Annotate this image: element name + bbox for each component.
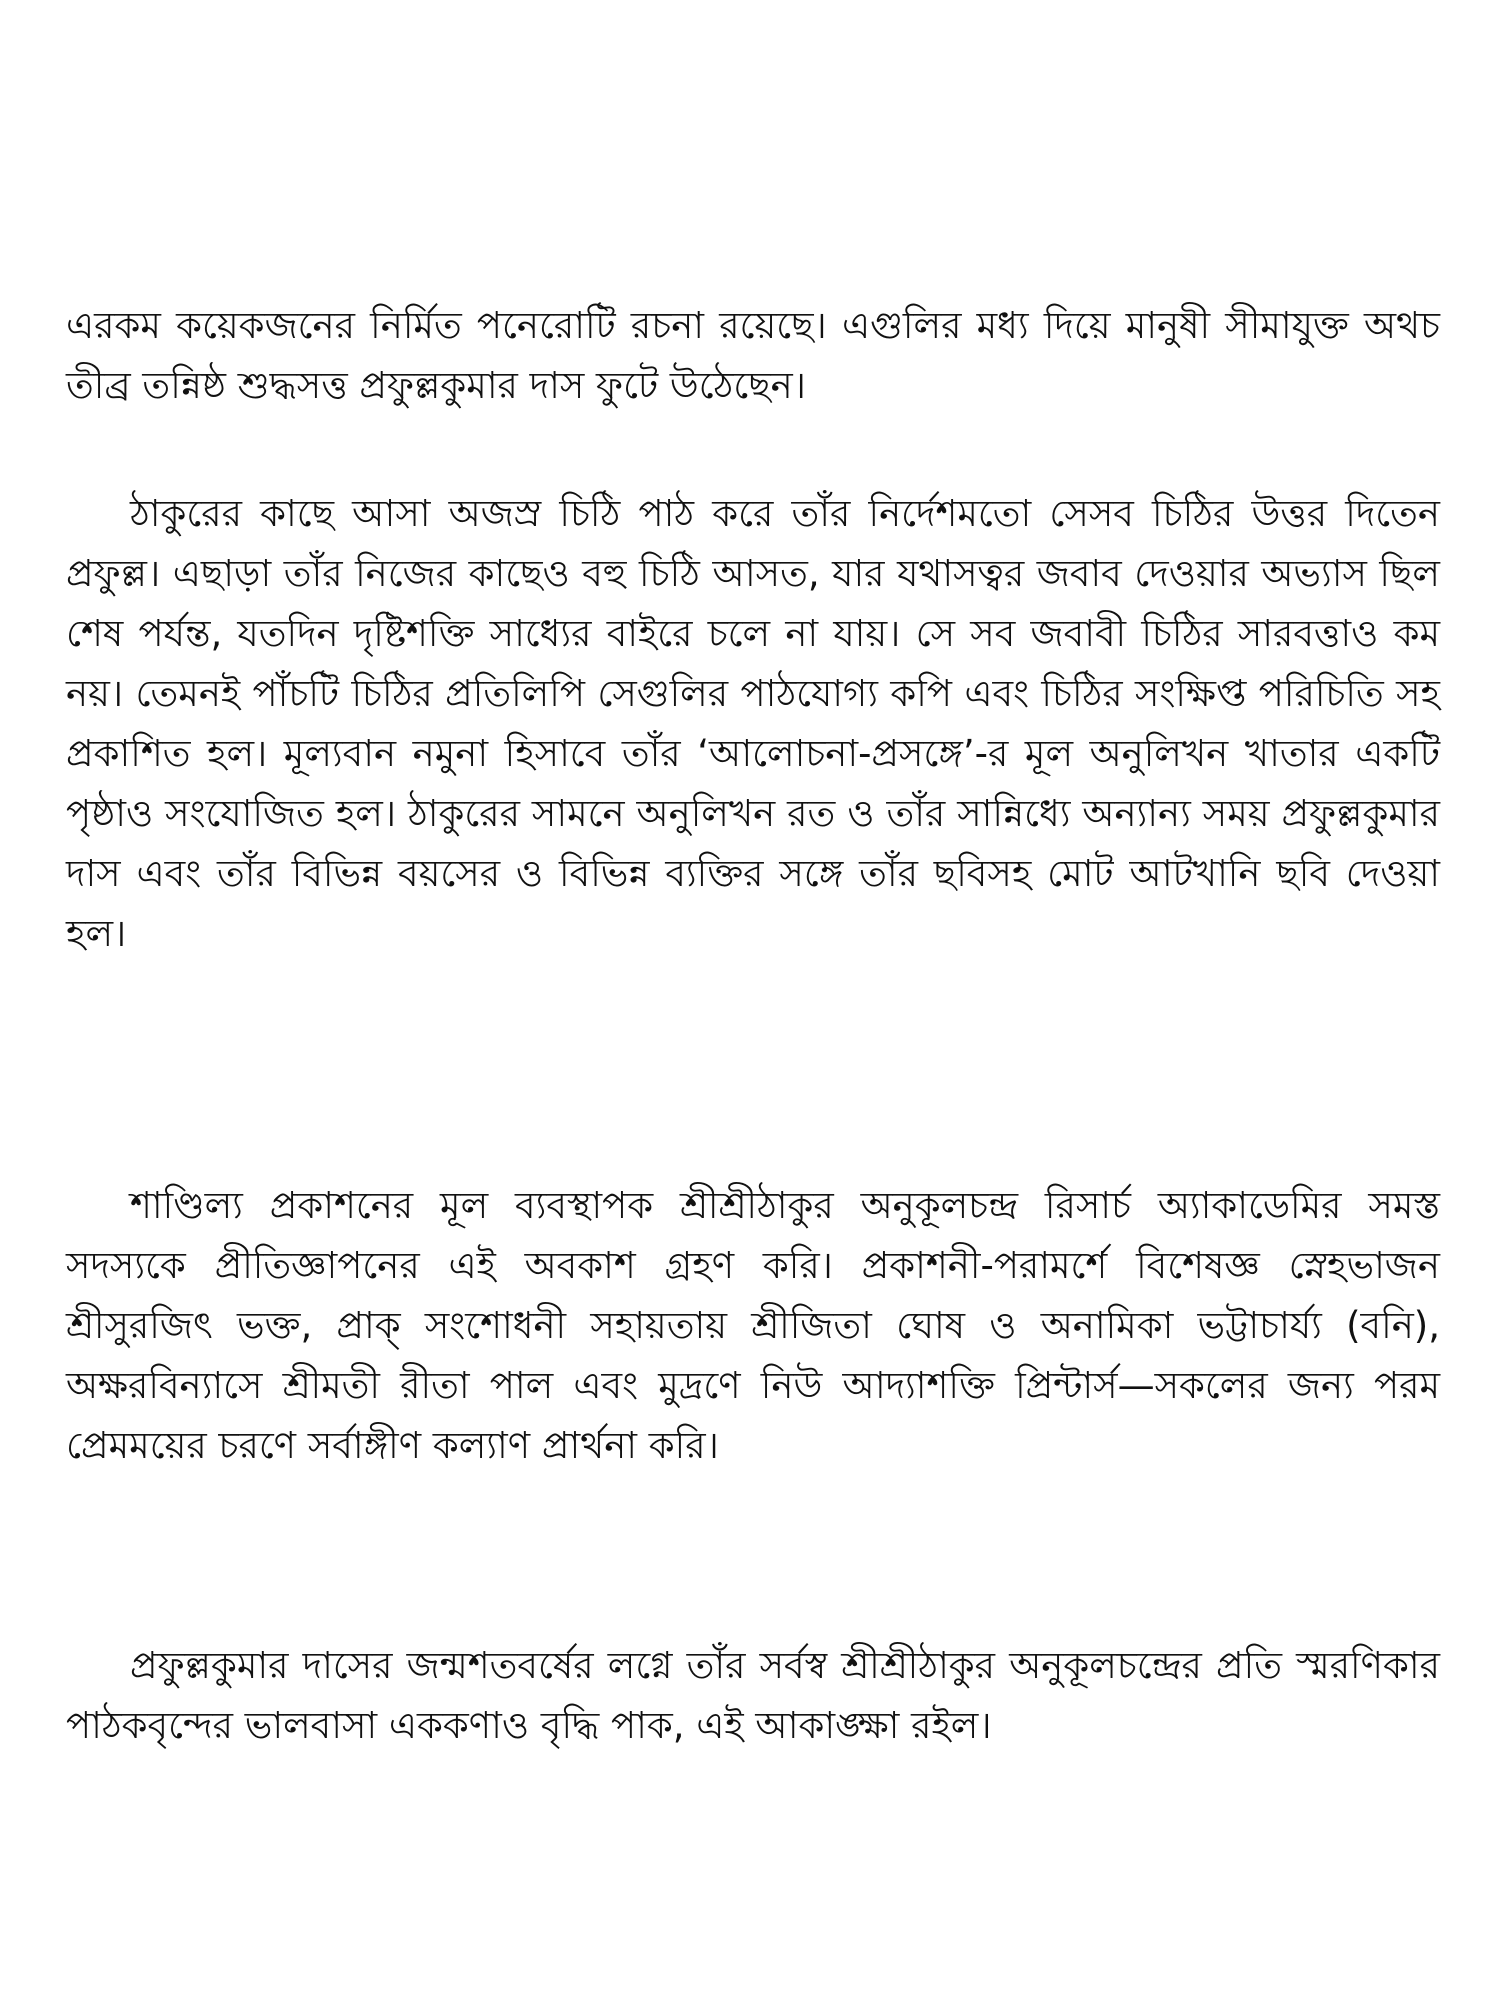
- paragraph-text-3: শাণ্ডিল্য প্রকাশনের মূল ব্যবস্থাপক শ্রীশ্রীঠাকুর অনুকূলচন্দ্র রিসার্চ অ্যাকাডেমির সমস্ত সদস্যকে প্রীতিজ্ঞাপনের এই অবকাশ গ্রহণ করি। প্রকাশনী-পরামর্শে বিশেষজ্ঞ স্নেহভাজন শ্রীসুরজিৎ ভক্ত, প্রাক্ সংশোধনী সহায়তায় শ্রীজিতা ঘোষ ও অনামিকা ভট্টাচার্য্য (বনি), অক্ষরবিন্যাসে শ্রীমতী রীতা পাল এবং মুদ্রণে নিউ আদ্যাশক্তি প্রিন্টার্স—সকলের জন্য পরম প্রেমময়ের চরণে সর্বাঙ্গীণ কল্যাণ প্রার্থনা করি।: [66, 1184, 1440, 1467]
- paragraph-text-1: এরকম কয়েকজনের নির্মিত পনেরোটি রচনা রয়েছে। এগুলির মধ্য দিয়ে মানুষী সীমাযুক্ত অথচ তীব্র তন্নিষ্ঠ শুদ্ধসত্ত প্রফুল্লকুমার দাস ফুটে উঠেছেন।: [66, 304, 1440, 407]
- paragraph-acknowledgements: [66, 1176, 1440, 1476]
- paragraph-text-4: প্রফুল্লকুমার দাসের জন্মশতবর্ষের লগ্নে তাঁর সর্বস্ব শ্রীশ্রীঠাকুর অনুকূলচন্দ্রের প্রতি স্মরণিকার পাঠকবৃন্দের ভালবাসা এককণাও বৃদ্ধি পাক, এই আকাঙ্ক্ষা রইল।: [66, 1644, 1440, 1747]
- paragraph-closing: [66, 1636, 1440, 1756]
- paragraph-letters: [66, 484, 1440, 964]
- paragraph-continued: [66, 296, 1440, 416]
- paragraph-text-2: ঠাকুরের কাছে আসা অজস্র চিঠি পাঠ করে তাঁর নির্দেশমতো সেসব চিঠির উত্তর দিতেন প্রফুল্ল। এছাড়া তাঁর নিজের কাছেও বহু চিঠি আসত, যার যথাসত্বর জবাব দেওয়ার অভ্যাস ছিল শেষ পর্যন্ত, যতদিন দৃষ্টিশক্তি সাধ্যের বাইরে চলে না যায়। সে সব জবাবী চিঠির সারবত্তাও কম নয়। তেমনই পাঁচটি চিঠির প্রতিলিপি সেগুলির পাঠযোগ্য কপি এবং চিঠির সংক্ষিপ্ত পরিচিতি সহ প্রকাশিত হল। মূল্যবান নমুনা হিসাবে তাঁর ‘আলোচনা-প্রসঙ্গে’-র মূল অনুলিখন খাতার একটি পৃষ্ঠাও সংযোজিত হল। ঠাকুরের সামনে অনুলিখন রত ও তাঁর সান্নিধ্যে অন্যান্য সময় প্রফুল্লকুমার দাস এবং তাঁর বিভিন্ন বয়সের ও বিভিন্ন ব্যক্তির সঙ্গে তাঁর ছবিসহ মোট আটখানি ছবি দেওয়া হল।: [66, 492, 1440, 955]
